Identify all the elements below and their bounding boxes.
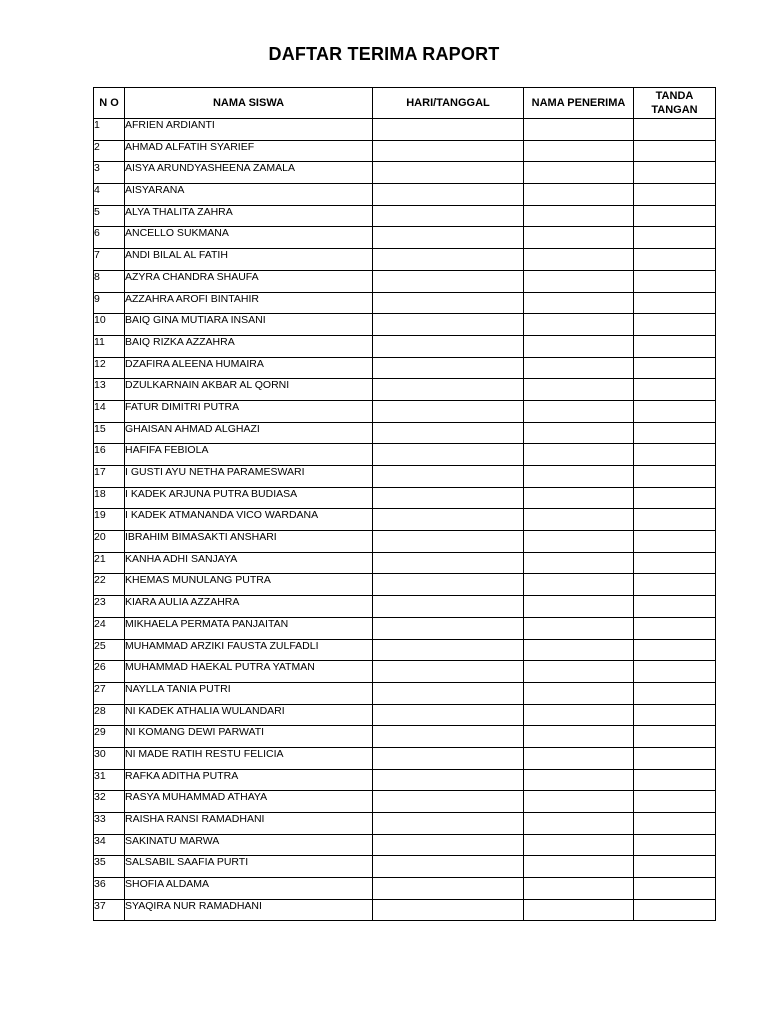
table-body	[94, 119, 716, 921]
row-number-cell: 16	[94, 444, 125, 466]
recipient-name-cell	[524, 596, 634, 618]
row-number-cell: 31	[94, 769, 125, 791]
recipient-name-cell	[524, 140, 634, 162]
row-number-cell: 32	[94, 791, 125, 813]
signature-cell	[634, 140, 716, 162]
date-cell	[373, 314, 524, 336]
student-name-cell: AHMAD ALFATIH SYARIEF	[125, 140, 373, 162]
recipient-name-cell	[524, 292, 634, 314]
column-header-no: N O	[94, 88, 125, 119]
table-row	[94, 617, 716, 639]
row-number-cell: 9	[94, 292, 125, 314]
row-number-cell: 7	[94, 249, 125, 271]
table-row	[94, 140, 716, 162]
student-name-cell: MUHAMMAD HAEKAL PUTRA YATMAN	[125, 661, 373, 683]
signature-cell	[634, 119, 716, 141]
date-cell	[373, 878, 524, 900]
row-number-cell: 36	[94, 878, 125, 900]
student-name-cell: BAIQ GINA MUTIARA INSANI	[125, 314, 373, 336]
table-row	[94, 314, 716, 336]
student-name-cell: SALSABIL SAAFIA PURTI	[125, 856, 373, 878]
recipient-name-cell	[524, 357, 634, 379]
recipient-name-cell	[524, 379, 634, 401]
date-cell	[373, 466, 524, 488]
row-number-cell: 24	[94, 617, 125, 639]
signature-cell	[634, 574, 716, 596]
signature-cell	[634, 899, 716, 921]
row-number-cell: 12	[94, 357, 125, 379]
signature-cell	[634, 596, 716, 618]
recipient-name-cell	[524, 704, 634, 726]
date-cell	[373, 487, 524, 509]
recipient-name-cell	[524, 661, 634, 683]
date-cell	[373, 682, 524, 704]
student-name-cell: IBRAHIM BIMASAKTI ANSHARI	[125, 531, 373, 553]
table-row	[94, 769, 716, 791]
row-number-cell: 25	[94, 639, 125, 661]
row-number-cell: 34	[94, 834, 125, 856]
recipient-name-cell	[524, 574, 634, 596]
recipient-name-cell	[524, 834, 634, 856]
table-row	[94, 552, 716, 574]
table-row	[94, 379, 716, 401]
date-cell	[373, 227, 524, 249]
recipient-name-cell	[524, 119, 634, 141]
student-name-cell: NAYLLA TANIA PUTRI	[125, 682, 373, 704]
recipient-name-cell	[524, 314, 634, 336]
recipient-name-cell	[524, 769, 634, 791]
signature-cell	[634, 617, 716, 639]
row-number-cell: 4	[94, 184, 125, 206]
row-number-cell: 18	[94, 487, 125, 509]
student-name-cell: RAISHA RANSI RAMADHANI	[125, 813, 373, 835]
recipient-name-cell	[524, 617, 634, 639]
date-cell	[373, 270, 524, 292]
recipient-name-cell	[524, 422, 634, 444]
signature-cell	[634, 509, 716, 531]
row-number-cell: 30	[94, 747, 125, 769]
recipient-name-cell	[524, 813, 634, 835]
signature-cell	[634, 552, 716, 574]
table-row	[94, 899, 716, 921]
table-row	[94, 357, 716, 379]
recipient-name-cell	[524, 400, 634, 422]
signature-cell	[634, 726, 716, 748]
table-row	[94, 682, 716, 704]
recipient-name-cell	[524, 270, 634, 292]
student-name-cell: AISYARANA	[125, 184, 373, 206]
row-number-cell: 22	[94, 574, 125, 596]
row-number-cell: 37	[94, 899, 125, 921]
signature-cell	[634, 400, 716, 422]
student-name-cell: MIKHAELA PERMATA PANJAITAN	[125, 617, 373, 639]
recipient-name-cell	[524, 487, 634, 509]
date-cell	[373, 379, 524, 401]
table-row	[94, 704, 716, 726]
signature-cell	[634, 292, 716, 314]
recipient-name-cell	[524, 162, 634, 184]
date-cell	[373, 747, 524, 769]
row-number-cell: 2	[94, 140, 125, 162]
date-cell	[373, 184, 524, 206]
date-cell	[373, 357, 524, 379]
signature-cell	[634, 422, 716, 444]
signature-cell	[634, 682, 716, 704]
student-name-cell: RASYA MUHAMMAD ATHAYA	[125, 791, 373, 813]
recipient-name-cell	[524, 249, 634, 271]
signature-cell	[634, 444, 716, 466]
student-name-cell: KHEMAS MUNULANG PUTRA	[125, 574, 373, 596]
table-header-row	[94, 88, 716, 119]
row-number-cell: 15	[94, 422, 125, 444]
recipient-name-cell	[524, 682, 634, 704]
row-number-cell: 5	[94, 205, 125, 227]
table-row	[94, 249, 716, 271]
table-row	[94, 119, 716, 141]
row-number-cell: 19	[94, 509, 125, 531]
recipient-name-cell	[524, 227, 634, 249]
student-name-cell: DZAFIRA ALEENA HUMAIRA	[125, 357, 373, 379]
table-row	[94, 487, 716, 509]
date-cell	[373, 899, 524, 921]
column-header-nama-penerima: NAMA PENERIMA	[524, 88, 634, 119]
student-name-cell: NI KOMANG DEWI PARWATI	[125, 726, 373, 748]
recipient-name-cell	[524, 205, 634, 227]
date-cell	[373, 856, 524, 878]
signature-cell	[634, 487, 716, 509]
recipient-name-cell	[524, 335, 634, 357]
table-row	[94, 270, 716, 292]
date-cell	[373, 552, 524, 574]
student-name-cell: SYAQIRA NUR RAMADHANI	[125, 899, 373, 921]
student-name-cell: HAFIFA FEBIOLA	[125, 444, 373, 466]
signature-cell	[634, 834, 716, 856]
recipient-name-cell	[524, 444, 634, 466]
student-name-cell: I KADEK ATMANANDA VICO WARDANA	[125, 509, 373, 531]
student-name-cell: SAKINATU MARWA	[125, 834, 373, 856]
signature-cell	[634, 704, 716, 726]
student-name-cell: ANDI BILAL AL FATIH	[125, 249, 373, 271]
row-number-cell: 20	[94, 531, 125, 553]
signature-cell	[634, 249, 716, 271]
row-number-cell: 11	[94, 335, 125, 357]
row-number-cell: 8	[94, 270, 125, 292]
date-cell	[373, 335, 524, 357]
student-name-cell: I GUSTI AYU NETHA PARAMESWARI	[125, 466, 373, 488]
row-number-cell: 1	[94, 119, 125, 141]
signature-cell	[634, 270, 716, 292]
page-title: DAFTAR TERIMA RAPORT	[268, 44, 500, 64]
recipient-name-cell	[524, 791, 634, 813]
date-cell	[373, 834, 524, 856]
recipient-name-cell	[524, 466, 634, 488]
table-row	[94, 726, 716, 748]
student-name-cell: BAIQ RIZKA AZZAHRA	[125, 335, 373, 357]
date-cell	[373, 400, 524, 422]
recipient-name-cell	[524, 531, 634, 553]
student-name-cell: I KADEK ARJUNA PUTRA BUDIASA	[125, 487, 373, 509]
signature-cell	[634, 162, 716, 184]
row-number-cell: 10	[94, 314, 125, 336]
table-row	[94, 834, 716, 856]
signature-cell	[634, 357, 716, 379]
student-name-cell: NI KADEK ATHALIA WULANDARI	[125, 704, 373, 726]
date-cell	[373, 140, 524, 162]
date-cell	[373, 249, 524, 271]
row-number-cell: 23	[94, 596, 125, 618]
signature-cell	[634, 184, 716, 206]
signature-cell	[634, 314, 716, 336]
table-row	[94, 574, 716, 596]
student-name-cell: ALYA THALITA ZAHRA	[125, 205, 373, 227]
table-row	[94, 444, 716, 466]
table-row	[94, 747, 716, 769]
date-cell	[373, 596, 524, 618]
table-row	[94, 422, 716, 444]
date-cell	[373, 444, 524, 466]
table-row	[94, 639, 716, 661]
row-number-cell: 28	[94, 704, 125, 726]
column-header-hari-tanggal: HARI/TANGGAL	[373, 88, 524, 119]
student-name-cell: GHAISAN AHMAD ALGHAZI	[125, 422, 373, 444]
date-cell	[373, 205, 524, 227]
table-row	[94, 335, 716, 357]
date-cell	[373, 617, 524, 639]
signature-cell	[634, 661, 716, 683]
student-name-cell: AFRIEN ARDIANTI	[125, 119, 373, 141]
table-row	[94, 791, 716, 813]
column-header-tanda-tangan: TANDA TANGAN	[634, 88, 716, 119]
table-row	[94, 227, 716, 249]
student-name-cell: DZULKARNAIN AKBAR AL QORNI	[125, 379, 373, 401]
date-cell	[373, 574, 524, 596]
date-cell	[373, 422, 524, 444]
table-row	[94, 509, 716, 531]
row-number-cell: 21	[94, 552, 125, 574]
date-cell	[373, 509, 524, 531]
date-cell	[373, 531, 524, 553]
signature-cell	[634, 791, 716, 813]
signature-cell	[634, 639, 716, 661]
signature-cell	[634, 856, 716, 878]
date-cell	[373, 661, 524, 683]
signature-cell	[634, 531, 716, 553]
student-name-cell: KIARA AULIA AZZAHRA	[125, 596, 373, 618]
table-row	[94, 162, 716, 184]
date-cell	[373, 726, 524, 748]
signature-cell	[634, 878, 716, 900]
table-row	[94, 400, 716, 422]
row-number-cell: 29	[94, 726, 125, 748]
row-number-cell: 26	[94, 661, 125, 683]
column-header-nama-siswa: NAMA SISWA	[125, 88, 373, 119]
signature-cell	[634, 227, 716, 249]
table-row	[94, 531, 716, 553]
table-row	[94, 878, 716, 900]
date-cell	[373, 813, 524, 835]
date-cell	[373, 704, 524, 726]
table-row	[94, 813, 716, 835]
student-name-cell: NI MADE RATIH RESTU FELICIA	[125, 747, 373, 769]
student-name-cell: SHOFIA ALDAMA	[125, 878, 373, 900]
recipient-name-cell	[524, 639, 634, 661]
date-cell	[373, 639, 524, 661]
student-name-cell: AZZAHRA AROFI BINTAHIR	[125, 292, 373, 314]
table-row	[94, 205, 716, 227]
student-name-cell: RAFKA ADITHA PUTRA	[125, 769, 373, 791]
row-number-cell: 33	[94, 813, 125, 835]
signature-cell	[634, 813, 716, 835]
student-name-cell: FATUR DIMITRI PUTRA	[125, 400, 373, 422]
date-cell	[373, 791, 524, 813]
table-row	[94, 661, 716, 683]
student-name-cell: KANHA ADHI SANJAYA	[125, 552, 373, 574]
table-row	[94, 596, 716, 618]
signature-cell	[634, 379, 716, 401]
row-number-cell: 6	[94, 227, 125, 249]
report-receipt-table	[93, 87, 716, 921]
row-number-cell: 14	[94, 400, 125, 422]
table-row	[94, 184, 716, 206]
row-number-cell: 17	[94, 466, 125, 488]
row-number-cell: 35	[94, 856, 125, 878]
recipient-name-cell	[524, 184, 634, 206]
student-name-cell: MUHAMMAD ARZIKI FAUSTA ZULFADLI	[125, 639, 373, 661]
recipient-name-cell	[524, 509, 634, 531]
recipient-name-cell	[524, 856, 634, 878]
row-number-cell: 27	[94, 682, 125, 704]
signature-cell	[634, 769, 716, 791]
student-name-cell: ANCELLO SUKMANA	[125, 227, 373, 249]
table-row	[94, 466, 716, 488]
table-row	[94, 292, 716, 314]
signature-cell	[634, 335, 716, 357]
student-name-cell: AISYA ARUNDYASHEENA ZAMALA	[125, 162, 373, 184]
recipient-name-cell	[524, 552, 634, 574]
signature-cell	[634, 466, 716, 488]
student-name-cell: AZYRA CHANDRA SHAUFA	[125, 270, 373, 292]
row-number-cell: 3	[94, 162, 125, 184]
date-cell	[373, 119, 524, 141]
date-cell	[373, 162, 524, 184]
recipient-name-cell	[524, 747, 634, 769]
row-number-cell: 13	[94, 379, 125, 401]
recipient-name-cell	[524, 899, 634, 921]
recipient-name-cell	[524, 726, 634, 748]
signature-cell	[634, 747, 716, 769]
recipient-name-cell	[524, 878, 634, 900]
signature-cell	[634, 205, 716, 227]
date-cell	[373, 769, 524, 791]
date-cell	[373, 292, 524, 314]
table-row	[94, 856, 716, 878]
